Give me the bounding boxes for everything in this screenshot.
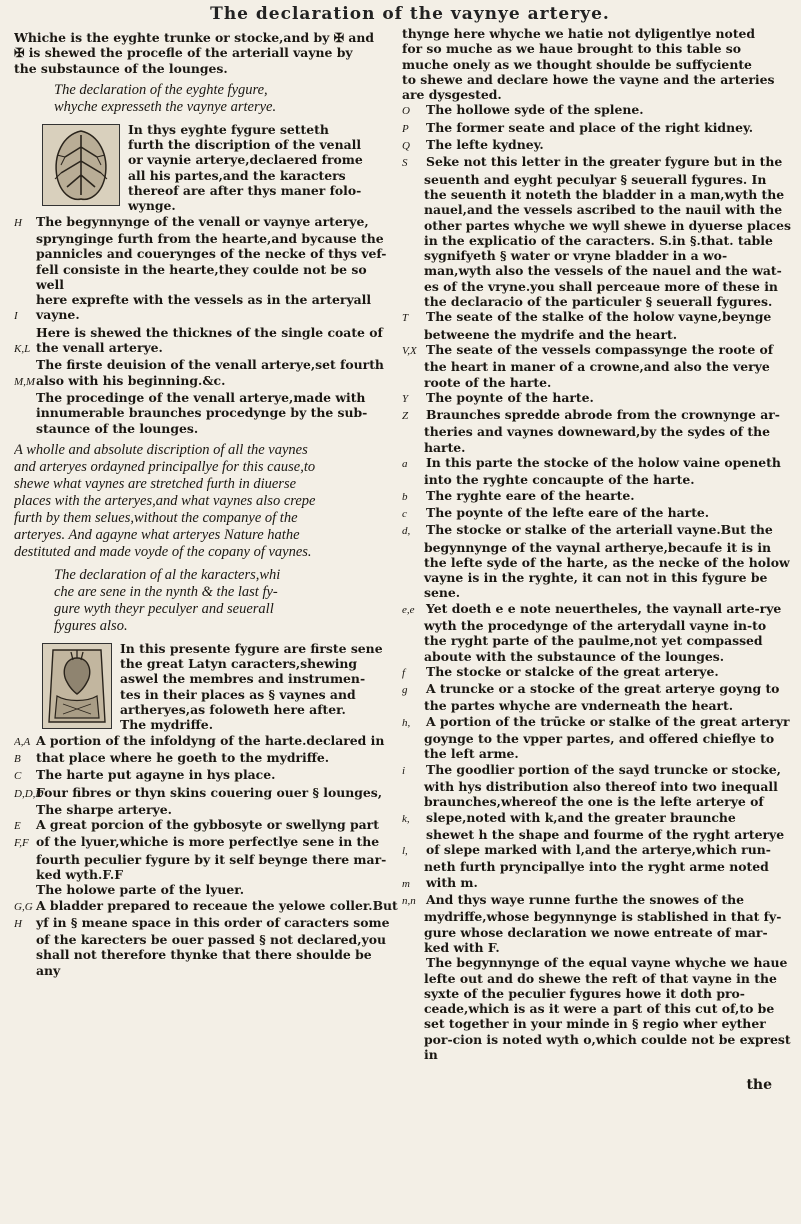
text-line [14,817,398,834]
line-text: vayne. [36,307,80,323]
line-text: The holowe parte of the lyuer. [36,882,245,898]
line-text: pannicles and couerynges of the necke of thys vef- [36,246,387,262]
margin-letter: e,e [402,603,415,616]
list-item [424,955,792,1062]
item-text: The seate of the stalke of the holow vayne,beynge betweene the mydrife and the heart. [424,309,772,342]
item-text: shewet h the shape and fourme of the ryght arterye [426,826,785,842]
figure-block-1 [14,122,398,214]
text-line: furth the discription of the venall [128,137,362,153]
line-text: A great porcion of the gybbosyte or swellyng part [36,817,379,833]
text-line: A wholle and absolute discription of all the vaynes [14,441,308,458]
text-line: shewe what vaynes are stretched furth in diuerse [14,475,297,492]
margin-letter: n,n [402,895,416,908]
list-item [402,713,792,762]
margin-letter: B [14,752,21,765]
text-line [14,749,398,767]
woodcut-figure-8 [42,124,120,206]
heart-torso-woodcut-icon [43,644,111,728]
list-item [402,522,792,601]
list-item [402,681,792,714]
item-text: The former seate and place of the right kidney. [426,119,754,135]
margin-letter: C [14,770,22,783]
text-line: wynge. [128,198,176,214]
margin-letter: h, [402,716,411,729]
italic-title-2 [14,567,398,635]
text-line [36,932,398,947]
line-text: of the lyuer,whiche is more perfectlye sene in the [36,834,380,850]
text-line: In this presente fygure are firste sene [120,640,383,656]
line-text: sprynginge furth from the hearte,and bycause the [36,230,384,246]
line-text: The harte put agayne in hys place. [36,767,276,783]
text-line: che are sene in the nynth & the last fy- [54,583,278,600]
margin-letter: g [402,684,408,697]
margin-letter: S [402,157,408,170]
margin-letter: H [14,917,22,930]
text-line [36,852,398,867]
margin-letter: G,G [14,900,33,913]
line-text: A portion of the infoldyng of the harte.declared in [36,732,385,748]
item-text: The stocke or stalcke of the great arterye. [426,663,719,679]
margin-letter: E [14,820,21,833]
item-text: And thys waye runne furthe the snowes of the mydriffe,whose begynnynge is stablished in that fy-gure whose declaration we nowe entreate of mar-ked with F. [424,892,782,955]
margin-letter: l, [402,845,408,858]
text-line [36,262,398,293]
margin-letter: f [402,666,406,679]
margin-letter: k, [402,812,410,825]
text-line: all his partes,and the karacters [128,167,346,183]
text-line [36,405,398,420]
text-line: In thys eyghte fygure setteth [128,121,329,137]
text-line [14,834,398,851]
margin-letter: D,D,D [14,787,44,800]
line-text: here exprefte with the vessels as in the arteryall [36,292,372,308]
item-text: The poynte of the lefte eare of the harte. [426,504,710,520]
list-item [402,842,792,875]
catchword: the [746,1076,772,1093]
line-text: ked wyth.F.F [36,866,124,882]
list-item [402,504,792,522]
item-text: The seate of the vessels compassynge the roote of the heart in maner of a crowne,and also the verye roote of the harte. [424,341,774,390]
woodcut-figure-9 [42,643,112,729]
figure-block-2 [14,641,398,733]
text-line: tes in their places as § vaynes and [120,686,356,702]
list-item [402,600,792,664]
margin-letter: Z [402,410,409,423]
line-text: the venall arterye. [36,340,163,356]
item-text: Yet doeth e e note neuertheles, the vaynall arte-rye wyth the procedynge of the arterydall vayne in-to the ryght parte of the paulme,not yet compassed aboute with the substaunce of the lounges. [424,600,782,664]
text-line [36,246,398,261]
line-text: yf in § meane space in this order of caracters some [36,914,390,930]
text-line [36,882,398,897]
item-text: The stocke or stalke of the arteriall vayne.But the begynnynge of the vaynal artherye,becaufe it is in the lefte syde of the harte, as the necke of the holow vayne is in the ryghte, it can not in this fygure be sene. [424,522,790,601]
list-item [402,809,792,827]
list-item [402,487,792,505]
line-text: The begynnynge of the venall or vaynye arterye, [36,213,369,229]
text-line: The declaration of the eyghte fygure, [54,81,268,98]
text-line [36,390,398,405]
list-item [424,827,792,842]
text-line [36,231,398,246]
paragraph-2 [14,733,398,978]
text-line: for so muche as we haue brought to this table so [402,41,742,57]
list-item [424,1062,792,1077]
margin-letter: b [402,490,408,503]
margin-letter: d, [402,525,411,538]
margin-letter: H [14,216,22,229]
text-line: gure wyth theyr peculyer and seuerall [54,600,274,617]
arterial-vein-woodcut-icon [43,125,119,205]
text-line [14,732,398,750]
line-text: fell consiste in the hearte,they coulde not be so well [36,261,367,292]
text-line [14,897,398,915]
text-line: destituted and made voyde of the copany of vaynes. [14,543,312,560]
text-line [36,802,398,817]
text-line [36,325,398,340]
text-line: furth by them selues,without the companye of the [14,509,298,526]
margin-letter: m [402,877,410,890]
text-line: artheryes,as foloweth here after. [120,702,346,718]
text-line: places with the arteryes,and what vaynes also crepe [14,492,316,509]
line-text: staunce of the lounges. [36,420,199,436]
paragraph-1 [14,214,398,436]
item-text: The lefte kydney. [426,137,544,153]
margin-letter: F,F [14,837,29,850]
margin-letter: I [14,310,18,323]
text-line [36,421,398,436]
line-text: The sharpe arterye. [36,801,172,817]
margin-letter: c [402,507,407,520]
text-line: thynge here whyche we hatie not dyligentlye noted [402,26,756,41]
text-line [14,213,398,231]
text-line: The mydriffe. [120,717,214,733]
text-line: or vaynie arterye,declaered frome [128,152,363,168]
margin-letter: P [402,122,409,135]
text-line [14,784,398,802]
intro-block [14,30,398,76]
margin-letter: Y [402,392,409,405]
list-item [402,455,792,488]
text-line [14,767,398,784]
text-line: The declaration of al the karacters,whi [54,566,281,583]
line-text: The procedinge of the venall arterye,made with [36,389,366,405]
line-text: that place where he goeth to the mydriffe. [36,749,330,765]
line-text: Four fibres or thyn skins couering ouer § lounges, [36,784,383,800]
running-head: The declaration of the vaynye arterye. [210,4,610,24]
item-text: The poynte of the harte. [426,389,594,405]
text-line: and arteryes ordayned principallye for this cause,to [14,458,316,475]
text-line: the substaunce of the lounges. [14,60,228,76]
right-column [402,26,792,1216]
text-line [14,914,398,932]
item-text: slepe,noted with k,and the greater braunche [426,809,736,825]
list-item [402,102,792,119]
item-text: The hollowe syde of the splene. [426,102,644,118]
list-item [402,407,792,455]
text-line: ✠ is shewed the procefle of the arteriall vayne by [14,45,353,61]
list-item [402,119,792,137]
line-text: A bladder prepared to receaue the yelowe coller.But [36,897,398,913]
margin-letter: A,A [14,735,31,748]
margin-letter: a [402,458,408,471]
text-line: arteryes. And agayne what arteryes Nature hathe [14,526,300,543]
item-text: with m. [426,874,478,890]
italic-paragraph [14,442,398,561]
list-item [402,154,792,310]
item-text: of slepe marked with l,and the arterye,which run-neth furth pryncipallye into the ryght arme noted [424,842,771,875]
text-line: whyche expresseth the vaynye arterye. [54,98,277,115]
line-text: fourth peculier fygure by it self beynge there mar- [36,851,387,867]
margin-letter: Q [402,140,410,153]
text-line [14,307,398,324]
item-text: The begynnynge of the equal vayne whyche we haue lefte out and do shewe the reft of that vayne in the syxte of the peculier fygures howe it doth pro-ceade,which is as it were a part of this cut of,to be set together in your minde in § regio wher eyther por-cion is noted wyth o,which coulde not be exprest in [424,955,791,1062]
text-line: the great Latyn caracters,shewing [120,656,358,672]
list-item [402,892,792,955]
list-item [402,389,792,407]
item-text: A portion of the trūcke or stalke of the great arteryr goynge to the vpper partes, and offered chieflye to the left arme. [424,713,790,762]
margin-letter: M,M [14,375,36,388]
text-line [36,867,398,882]
text-line: fygures also. [54,617,128,634]
item-text: A truncke or a stocke of the great arterye goyng to the partes whyche are vnderneath the heart. [424,681,780,714]
item-text: Seke not this letter in the greater fygure but in the seuenth and eyght peculyar § seuerall fygures. In the seuenth it noteth the bladder in a man,wyth the nauel,and the vessels ascribed to the nauil with the other partes whyche we wyll shewe in dyuerse places in the explicatio of the caracters. S.in §.that. table sygnifyeth § water or vryne bladder in a wo-man,wyth also the vessels of the nauel and the wat-es of the vryne.you shall perceaue more of these in the declaracio of the particuler § seuerall fygures. [424,154,791,310]
text-line: are dysgested. [402,87,502,103]
line-text: The firste deuision of the venall arterye,set fourth [36,357,384,373]
line-text: also with his beginning.&c. [36,372,226,388]
text-line: aswel the membres and instrumen- [120,671,366,687]
text-line [36,947,398,978]
margin-letter: V,X [402,344,417,357]
text-line: to shewe and declare howe the vayne and the arteries [402,71,775,87]
margin-letter: O [402,105,410,118]
text-line: Whiche is the eyghte trunke or stocke,and by ✠ and [14,30,375,45]
list-item [402,663,792,681]
line-text: Here is shewed the thicknes of the single coate of [36,324,383,340]
item-text: The ryghte eare of the hearte. [426,487,635,503]
margin-letter: K,L [14,343,31,356]
line-text: of the karecters be ouer passed § not declared,you [36,932,386,948]
text-line [14,372,398,390]
item-text: Braunches spredde abrode from the crownynge ar-theries and vaynes downeward,by the sydes of the harte. [424,407,780,455]
text-line [14,340,398,357]
text-line [36,357,398,372]
list-item [402,341,792,390]
text-line: thereof are after thys maner folo- [128,183,362,199]
margin-letter: T [402,312,409,325]
left-column [14,30,398,1210]
item-text: In this parte the stocke of the holow vaine openeth into the ryghte concaupte of the harte. [424,455,781,488]
line-text: innumerable braunches procedynge by the sub- [36,405,368,421]
list-item [402,309,792,342]
line-text: shall not therefore thynke that there shoulde be any [36,947,372,978]
margin-letter: i [402,764,406,777]
italic-title-1 [14,82,398,116]
text-line: muche onely as we thought shoulde be suffyciente [402,56,752,72]
list-item [402,137,792,154]
item-text: The goodlier portion of the sayd truncke or stocke, with hys distribution also thereof into two inequall braunches,whereof the one is the lefte arterye of [424,761,781,810]
list-item [402,874,792,892]
list-item [402,761,792,810]
text-line [36,292,398,307]
